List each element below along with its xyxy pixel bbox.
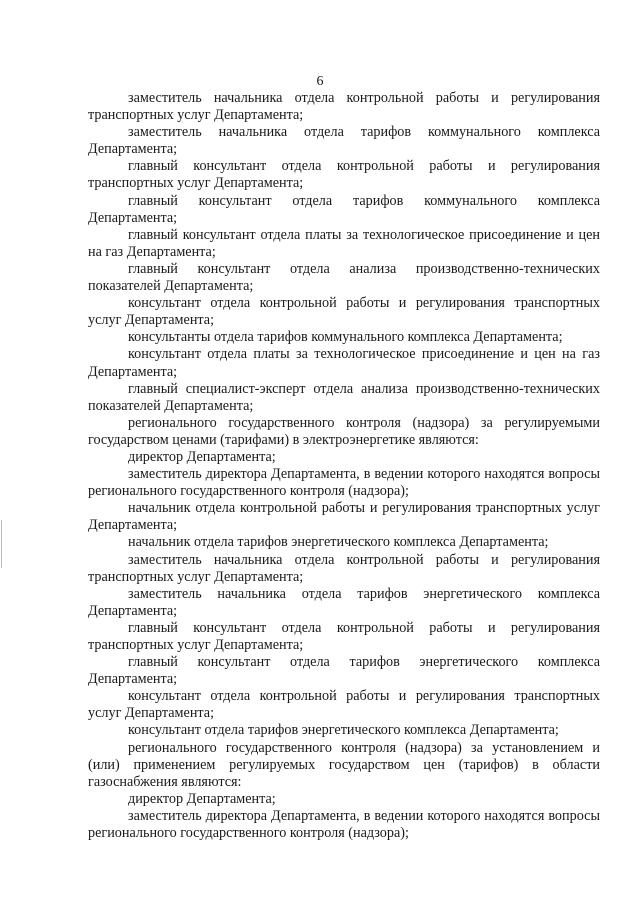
- paragraph: заместитель директора Департамента, в ведении которого находятся вопросы регионального государственного контроля (надзора);: [88, 466, 600, 500]
- paragraph: начальник отдела контрольной работы и регулирования транспортных услуг Департамента;: [88, 500, 600, 534]
- paragraph: консультант отдела тарифов энергетического комплекса Департамента;: [128, 722, 559, 739]
- page-number: 6: [316, 74, 324, 89]
- paragraph: консультант отдела платы за технологическое присоединение и цен на газ Департамента;: [88, 346, 600, 380]
- paragraph: директор Департамента;: [128, 790, 276, 807]
- paragraph: главный консультант отдела контрольной работы и регулирования транспортных услуг Департамента;: [88, 158, 600, 192]
- paragraph: регионального государственного контроля (надзора) за регулируемыми государством ценами (тарифами) в электроэнергетике являются:: [88, 414, 600, 448]
- paragraph: главный консультант отдела контрольной работы и регулирования транспортных услуг Департамента;: [88, 619, 600, 653]
- paragraph: главный консультант отдела анализа производственно-технических показателей Департамента;: [88, 260, 600, 295]
- paragraph: заместитель начальника отдела контрольной работы и регулирования транспортных услуг Департамента;: [88, 551, 600, 585]
- paragraph: главный консультант отдела платы за технологическое присоединение и цен на газ Департамента;: [88, 226, 600, 260]
- paragraph: начальник отдела тарифов энергетического комплекса Департамента;: [128, 534, 549, 551]
- paragraph: заместитель директора Департамента, в ведении которого находятся вопросы регионального государственного контроля (надзора);: [88, 807, 600, 842]
- paragraph: директор Департамента;: [128, 448, 276, 465]
- paragraph: главный специалист-эксперт отдела анализа производственно-технических показателей Департамента;: [88, 380, 600, 414]
- paragraph: главный консультант отдела тарифов энергетического комплекса Департамента;: [88, 654, 600, 688]
- scan-edge-mark: [1, 520, 2, 568]
- paragraph: заместитель начальника отдела тарифов энергетического комплекса Департамента;: [88, 585, 600, 619]
- paragraph: регионального государственного контроля (надзора) за установлением и (или) применением регулируемых государством цен (тарифов) в области газоснабжения являются:: [88, 739, 600, 790]
- paragraph: заместитель начальника отдела тарифов коммунального комплекса Департамента;: [88, 124, 600, 158]
- paragraph: консультант отдела контрольной работы и регулирования транспортных услуг Департамента;: [88, 688, 600, 722]
- paragraph: консультанты отдела тарифов коммунального комплекса Департамента;: [128, 329, 563, 346]
- paragraph: заместитель начальника отдела контрольной работы и регулирования транспортных услуг Департамента;: [88, 90, 600, 124]
- paragraph: консультант отдела контрольной работы и регулирования транспортных услуг Департамента;: [88, 295, 600, 329]
- document-body: [88, 90, 600, 842]
- paragraph: главный консультант отдела тарифов коммунального комплекса Департамента;: [88, 192, 600, 226]
